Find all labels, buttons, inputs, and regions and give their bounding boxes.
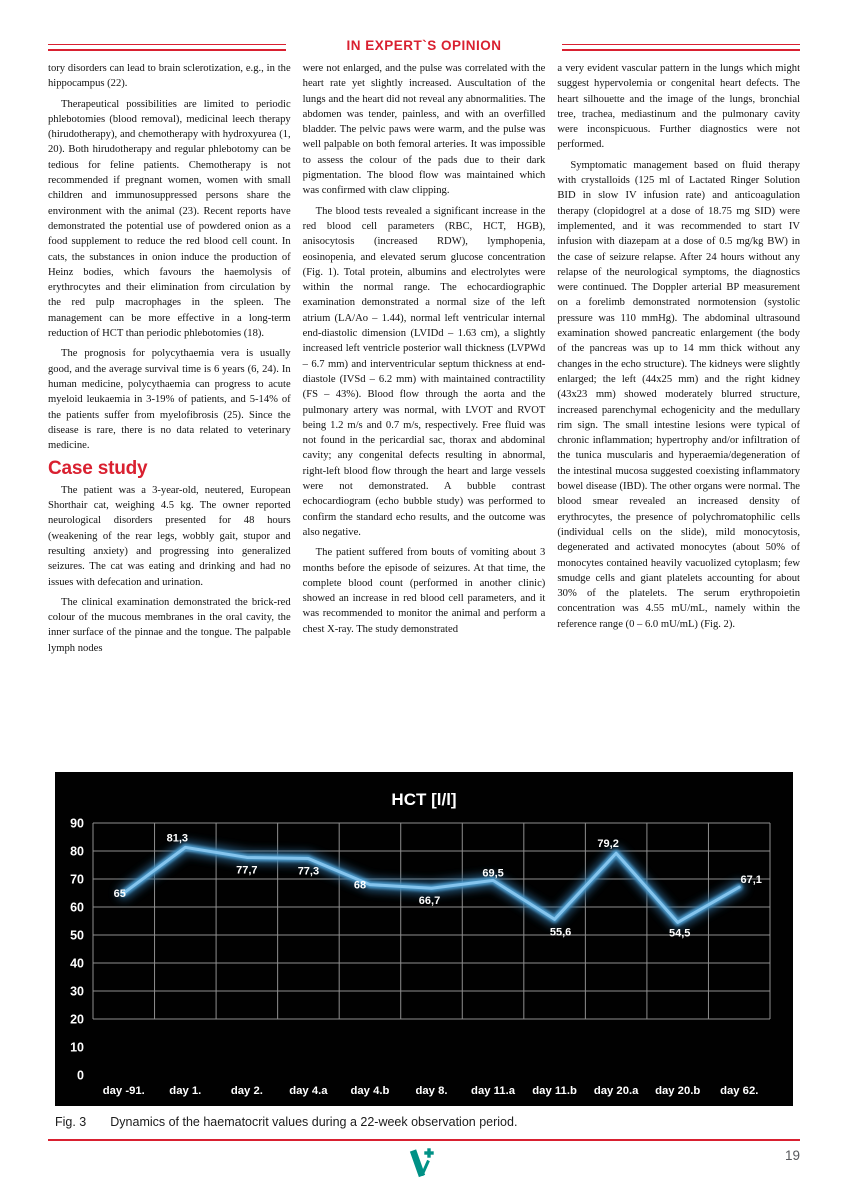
svg-text:40: 40 bbox=[70, 956, 84, 971]
paragraph: The patient was a 3-year-old, neutered, European Shorthair cat, weighing 4.5 kg. The owner reported neurological disorders presented for 48 hours (weakening of the rear legs, wobbly gait, stupor and resulting anxiety) and progressing into generalized seizures. The cat was eating and drinking and had no issues with defecation and urination. bbox=[48, 484, 291, 588]
svg-text:0: 0 bbox=[77, 1068, 84, 1083]
svg-text:day 4.a: day 4.a bbox=[289, 1085, 328, 1097]
paragraph: The clinical examination demonstrated the brick-red colour of the mucous membranes in the oral cavity, the inner surface of the pinnae and the tongue. The palpable lymph nodes bbox=[48, 596, 291, 654]
figure-label: Fig. 3 bbox=[55, 1115, 87, 1129]
svg-text:77,3: 77,3 bbox=[297, 865, 320, 878]
svg-text:69,5: 69,5 bbox=[482, 867, 504, 880]
paragraph: Symptomatic management based on fluid therapy with crystalloids (125 ml of Lactated Ringer Solution BID in slow IV infusion rate) and anticoagulation therapy (clopidogrel at a dose of 18.75 mg SID) were implemented, and it was recommended to start IV infusion with diazepam at a dose of 0.5 mg/kg BW) in the case of seizure relapse. After 24 hours without any relapse of the neurological symptoms, the diagnostics were continued. The Doppler arterial BP measurement on a forelimb demonstrated normotension (systolic pressure was 110 mmHg). The abdominal ultrasound examination showed pancreatic enlargement (the body of the pancreas was up to 14 mm thick without any changes in the echo structure). The kidneys were slightly enlarged; the left (44x25 mm) and the right kidney (43x23 mm) showed moderately blurred structure, increased parenchymal echogenicity and the medullary rim sign. The small intestine lesions were typical of chronic inflammation; hypertrophy and/or infiltration of the tunica muscularis and hyperaemia/degeneration of the intestinal mucosa suggested coexisting inflammatory bowel disease (IBD). The other organs were normal. The blood smear revealed an increased density of erythrocytes, the presence of polychromatophilic cells (individual cells on the slide), mild monocytosis, degenerated and activated monocytes (about 50% of monocytes contained heavily vacuolized cytoplasm; few smudge cells and giant platelets accounting for about 30% of the platelets. The serum erythropoietin concentration was 4.55 mU/mL, namely within the reference range (0 – 6.0 mU/mL) (Fig. 2). bbox=[557, 159, 800, 630]
svg-text:day 20.b: day 20.b bbox=[655, 1085, 701, 1097]
svg-text:day 11.b: day 11.b bbox=[532, 1085, 577, 1097]
figure-caption-row bbox=[55, 1115, 775, 1129]
header-rule-right bbox=[562, 44, 800, 51]
svg-text:day 20.a: day 20.a bbox=[593, 1085, 639, 1097]
svg-text:77,7: 77,7 bbox=[236, 864, 258, 877]
svg-text:day 62.: day 62. bbox=[720, 1085, 759, 1097]
paragraph: Therapeutical possibilities are limited to periodic phlebotomies (blood removal), medicinal leech therapy (hirudotherapy), and chemotherapy with hydroxyurea (1, 20). Both hirudotherapy and regular phlebotomy can be tedious for feline patients. Chemotherapy is not recommended if pregnant women, women with small children and immunosuppressed persons share the environment with the animal (23). Recent reports have demonstrated the potential use of powdered onion as a food supplement to reduce the red blood cell count. In cats, the substances in onion induce the production of Heinz bodies, which favours the haemolysis of erythrocytes and their elimination from circulation by the red pulp macrophages in the spleen. The management can be more effective in a long-term reduction of HCT than periodic phlebotomies (18). bbox=[48, 98, 291, 340]
svg-text:79,2: 79,2 bbox=[597, 838, 619, 851]
header-rule-left bbox=[48, 44, 286, 51]
svg-text:65: 65 bbox=[113, 888, 126, 900]
column-1 bbox=[48, 61, 291, 770]
paragraph: a very evident vascular pattern in the lungs which might suggest hypervolemia or congenital heart defects. The heart silhouette and the image of the lungs, bronchial tree, trachea, mediastinum and the pulmonary cavity were inconspicuous. Further diagnostics were not performed. bbox=[557, 63, 800, 151]
svg-text:67,1: 67,1 bbox=[740, 874, 762, 887]
svg-text:day 11.a: day 11.a bbox=[471, 1085, 516, 1097]
svg-text:day 8.: day 8. bbox=[415, 1085, 448, 1097]
svg-text:66,7: 66,7 bbox=[418, 895, 441, 908]
svg-text:day 1.: day 1. bbox=[169, 1085, 202, 1097]
svg-text:day 4.b: day 4.b bbox=[350, 1085, 390, 1097]
paragraph: tory disorders can lead to brain sclerotization, e.g., in the hippocampus (22). bbox=[48, 63, 291, 90]
svg-text:54,5: 54,5 bbox=[668, 927, 691, 940]
svg-text:70: 70 bbox=[70, 872, 84, 887]
svg-text:90: 90 bbox=[70, 816, 84, 831]
figure-caption-text: Dynamics of the haematocrit values during a 22-week observation period. bbox=[110, 1115, 518, 1129]
page-number: 19 bbox=[784, 1148, 800, 1163]
paragraph: The blood tests revealed a significant increase in the red blood cell parameters (RBC, HCT, HGB), anisocytosis (increased RDW), lymphopenia, eosinopenia, and elevated serum glucose concentration (Fig. 1). Total protein, albumins and electrolytes were within the normal range. The echocardiographic examination demonstrated a normal size of the left atrium (LA/Ao – 1.44), normal left ventricular internal end-diastolic dimension (LVIDd – 1.63 cm), a slightly increased left ventricle posterior wall thickness (LVPWd – 6.7 mm) and interventricular septum thickness at end-diastole (IVSd – 6.2 mm) with maintained contractility (FS – 43%). Blood flow through the aorta and the pulmonary artery was normal, with LVOT and RVOT being 1.2 m/s and 0.7 m/s, respectively. Free fluid was not found in the pericardial sac, thorax and abdominal cavity; any congenital defects resulting in abnormal, right-left blood flow through the heart and large vessels were not demonstrated. A bubble contrast echocardiogram (echo bubble study) was performed to confirm the standard echo results, and the outcome was also negative. bbox=[302, 205, 546, 538]
hct-line-chart bbox=[55, 772, 793, 1106]
svg-text:day -91.: day -91. bbox=[102, 1085, 145, 1097]
svg-text:68: 68 bbox=[353, 879, 367, 892]
svg-text:60: 60 bbox=[70, 900, 84, 915]
chart-canvas bbox=[55, 772, 793, 1106]
paragraph: were not enlarged, and the pulse was correlated with the heart rate yet slightly increased. Auscultation of the lungs and the heart did not reveal any abnormalities. The abdomen was tender, painless, and with an overfilled bladder. The pelvic paws were warm, and the pulse was well palpable on both femoral arteries. It was impossible to assess the colour of the pads due to their dark pigmentation. The blood flow was maintained which was confirmed with claw clipping. bbox=[302, 63, 546, 197]
article-body bbox=[48, 61, 800, 770]
case-study-heading: Case study bbox=[48, 458, 148, 480]
svg-text:80: 80 bbox=[70, 844, 84, 859]
footer-rule bbox=[48, 1139, 800, 1141]
section-title: IN EXPERT`S OPINION bbox=[346, 38, 502, 53]
v-plus-icon bbox=[407, 1146, 437, 1180]
svg-text:20: 20 bbox=[70, 1012, 84, 1027]
paragraph: The prognosis for polycythaemia vera is usually good, and the average survival time is 6 years (6, 24). In human medicine, polycythaemia can progress to acute myeloid leukaemia in 3-19% of patients, and 5-14% of the patients suffer from myelofibrosis (25). Since the disease is rare, there is no data related to veterinary medicine. bbox=[48, 348, 291, 452]
svg-text:30: 30 bbox=[70, 984, 84, 999]
svg-text:55,6: 55,6 bbox=[549, 926, 572, 939]
svg-text:50: 50 bbox=[70, 928, 84, 943]
svg-text:day 2.: day 2. bbox=[230, 1085, 263, 1097]
svg-text:HCT [l/l]: HCT [l/l] bbox=[391, 790, 457, 809]
svg-text:81,3: 81,3 bbox=[166, 832, 189, 845]
svg-text:10: 10 bbox=[70, 1040, 84, 1055]
publisher-logo bbox=[407, 1146, 437, 1180]
column-3 bbox=[557, 61, 800, 770]
paragraph: The patient suffered from bouts of vomiting about 3 months before the episode of seizures. At that time, the complete blood count (performed in another clinic) showed an increase in red blood cell parameters, and it was recommended to monitor the animal and perform a chest X-ray. The study demonstrated bbox=[302, 547, 546, 635]
page-header bbox=[48, 38, 800, 53]
column-2 bbox=[303, 61, 546, 770]
